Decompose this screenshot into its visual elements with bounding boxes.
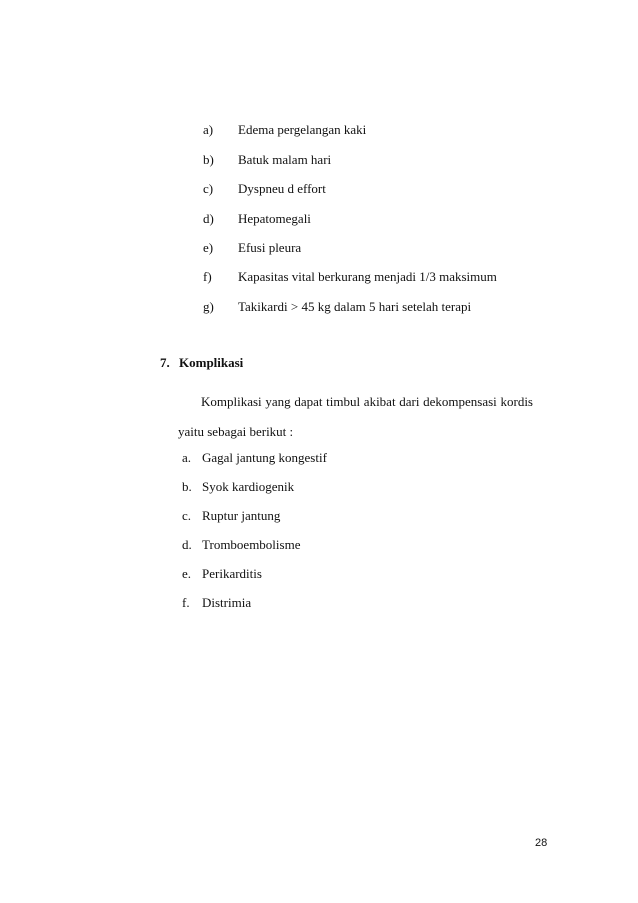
symptom-marker: b) — [203, 152, 214, 167]
complication-text: Syok kardiogenik — [202, 479, 295, 494]
section-title: Komplikasi — [179, 355, 244, 370]
complication-text: Perikarditis — [202, 566, 262, 581]
complication-item — [182, 566, 262, 582]
page-number: 28 — [535, 837, 548, 849]
complication-text: Tromboembolisme — [202, 537, 301, 552]
intro-paragraph-line: Komplikasi yang dapat timbul akibat dari dekompensasi kordis — [201, 394, 533, 409]
symptom-item — [203, 152, 331, 168]
symptom-item — [203, 269, 497, 285]
symptom-marker: e) — [203, 240, 214, 255]
complication-text: Gagal jantung kongestif — [202, 450, 327, 465]
symptom-text: Hepatomegali — [238, 211, 311, 226]
symptom-item — [203, 122, 366, 138]
complication-item — [182, 595, 251, 611]
intro-paragraph-line: yaitu sebagai berikut : — [178, 424, 294, 439]
complication-text: Ruptur jantung — [202, 508, 281, 523]
complication-marker: f. — [182, 595, 190, 610]
symptom-marker: c) — [203, 181, 214, 196]
complication-item — [182, 479, 294, 495]
complication-item — [182, 537, 300, 553]
complication-marker: a. — [182, 450, 192, 465]
complication-item — [182, 450, 327, 466]
symptom-item — [203, 181, 326, 197]
symptom-item — [203, 240, 301, 256]
complication-item — [182, 508, 280, 524]
symptom-marker: g) — [203, 299, 214, 314]
complication-text: Distrimia — [202, 595, 252, 610]
symptom-text: Dyspneu d effort — [238, 181, 326, 196]
symptom-item — [203, 299, 471, 315]
section-number: 7. — [160, 355, 170, 370]
symptom-text: Efusi pleura — [238, 240, 302, 255]
symptom-marker: a) — [203, 122, 214, 137]
symptom-text: Takikardi > 45 kg dalam 5 hari setelah terapi — [238, 299, 472, 314]
complication-marker: b. — [182, 479, 192, 494]
complication-marker: d. — [182, 537, 192, 552]
symptom-marker: f) — [203, 269, 212, 284]
symptom-marker: d) — [203, 211, 214, 226]
complication-marker: c. — [182, 508, 192, 523]
complication-marker: e. — [182, 566, 192, 581]
symptom-item — [203, 211, 311, 227]
symptom-text: Kapasitas vital berkurang menjadi 1/3 maksimum — [238, 269, 497, 284]
section-heading — [160, 355, 243, 371]
symptom-text: Batuk malam hari — [238, 152, 332, 167]
symptom-text: Edema pergelangan kaki — [238, 122, 367, 137]
